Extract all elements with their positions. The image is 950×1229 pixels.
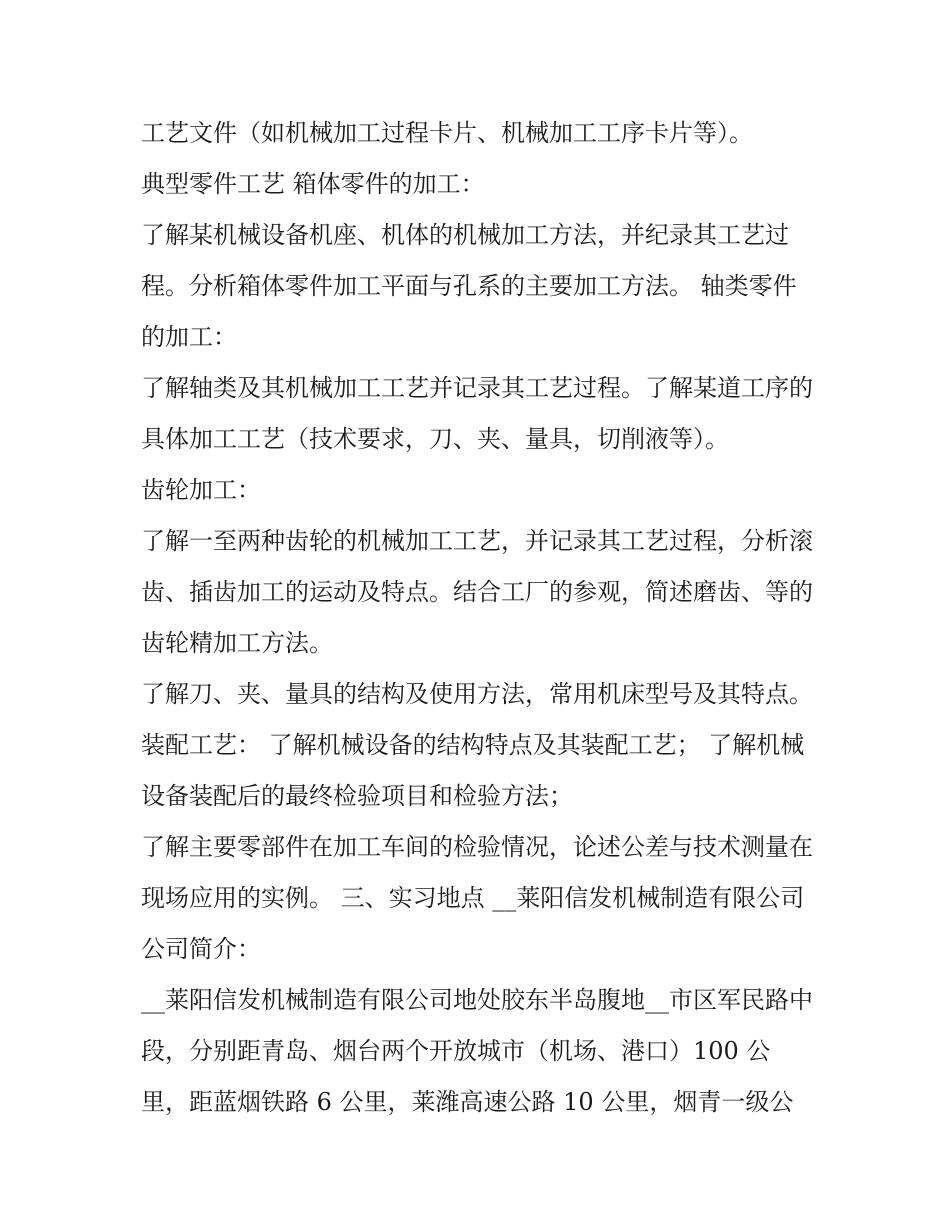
paragraph-box-parts: 了解某机械设备机座、机体的机械加工方法，并纪录其工艺过程。分析箱体零件加工平面与孔系的主要加工方法。 轴类零件的加工： (141, 221, 797, 351)
paragraph-gear-machining: 了解一至两种齿轮的机械加工工艺，并记录其工艺过程，分析滚齿、插齿加工的运动及特点。结合工厂的参观，简述磨齿、等的齿轮精加工方法。 (141, 527, 813, 657)
paragraph-tools-assembly: 了解刀、夹、量具的结构及使用方法，常用机床型号及其特点。 装配工艺： 了解机械设备的结构特点及其装配工艺； 了解机械设备装配后的最终检验项目和检验方法； (141, 680, 813, 810)
paragraph-shaft-parts: 了解轴类及其机械加工工艺并记录其工艺过程。了解某道工序的具体加工工艺（技术要求，刀、夹、量具，切削液等）。 (141, 374, 813, 453)
paragraph-typical-parts-heading: 典型零件工艺 箱体零件的加工： (141, 170, 485, 198)
paragraph-process-documents: 工艺文件（如机械加工过程卡片、机械加工工序卡片等）。 (141, 119, 753, 147)
paragraph-inspection-location: 了解主要零部件在加工车间的检验情况，论述公差与技术测量在现场应用的实例。 三、实习地点 __莱阳信发机械制造有限公司 公司简介： (141, 833, 813, 963)
paragraph-gear-heading: 齿轮加工： (141, 476, 261, 504)
document-body (141, 108, 813, 1128)
paragraph-company-intro: __莱阳信发机械制造有限公司地处胶东半岛腹地__市区军民路中段，分别距青岛、烟台两个开放城市（机场、港口）100 公里，距蓝烟铁路 6 公里，莱潍高速公路 10 公里，烟青一级公 (141, 986, 813, 1116)
